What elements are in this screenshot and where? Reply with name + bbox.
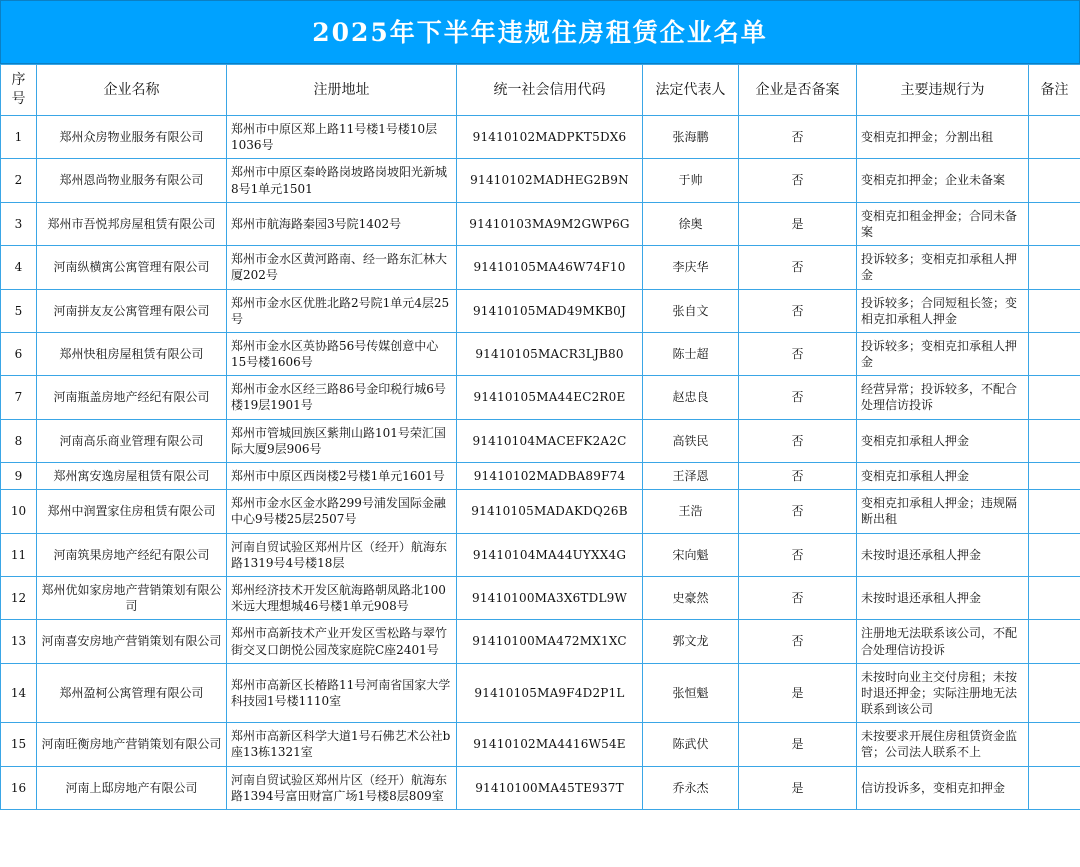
cell-address: 郑州市管城回族区紫荆山路101号荣汇国际大厦9层906号 xyxy=(227,419,457,462)
cell-violation: 信访投诉多，变相克扣押金 xyxy=(857,766,1029,809)
table-row xyxy=(1,533,1080,576)
cell-credit-code: 91410102MADHEG2B9N xyxy=(457,159,643,202)
table-row xyxy=(1,202,1080,245)
cell-filed: 否 xyxy=(739,490,857,533)
cell-filed: 否 xyxy=(739,463,857,490)
cell-representative: 张海鹏 xyxy=(643,116,739,159)
cell-violation: 投诉较多；变相克扣承租人押金 xyxy=(857,332,1029,375)
cell-note xyxy=(1029,376,1080,419)
cell-index: 1 xyxy=(1,116,37,159)
table-row xyxy=(1,490,1080,533)
cell-violation: 经营异常；投诉较多，不配合处理信访投诉 xyxy=(857,376,1029,419)
cell-note xyxy=(1029,663,1080,723)
cell-credit-code: 91410105MADAKDQ26B xyxy=(457,490,643,533)
cell-filed: 否 xyxy=(739,116,857,159)
cell-representative: 张恒魁 xyxy=(643,663,739,723)
cell-company-name: 郑州寓安逸房屋租赁有限公司 xyxy=(37,463,227,490)
cell-filed: 否 xyxy=(739,419,857,462)
cell-violation: 注册地无法联系该公司，不配合处理信访投诉 xyxy=(857,620,1029,663)
cell-index: 15 xyxy=(1,723,37,766)
cell-company-name: 郑州盈柯公寓管理有限公司 xyxy=(37,663,227,723)
cell-company-name: 郑州优如家房地产营销策划有限公司 xyxy=(37,576,227,619)
cell-representative: 张自文 xyxy=(643,289,739,332)
cell-index: 2 xyxy=(1,159,37,202)
cell-note xyxy=(1029,159,1080,202)
cell-note xyxy=(1029,766,1080,809)
cell-note xyxy=(1029,533,1080,576)
cell-address: 河南自贸试验区郑州片区（经开）航海东路1319号4号楼18层 xyxy=(227,533,457,576)
table-row xyxy=(1,723,1080,766)
cell-index: 16 xyxy=(1,766,37,809)
cell-filed: 是 xyxy=(739,723,857,766)
violation-company-table xyxy=(0,64,1080,810)
cell-filed: 否 xyxy=(739,246,857,289)
cell-filed: 否 xyxy=(739,159,857,202)
cell-address: 河南自贸试验区郑州片区（经开）航海东路1394号富田财富广场1号楼8层809室 xyxy=(227,766,457,809)
cell-company-name: 郑州众房物业服务有限公司 xyxy=(37,116,227,159)
cell-address: 郑州市高新区科学大道1号石佛艺术公社b座13栋1321室 xyxy=(227,723,457,766)
cell-note xyxy=(1029,463,1080,490)
column-header-credit-code: 统一社会信用代码 xyxy=(457,65,643,116)
cell-address: 郑州市高新技术产业开发区雪松路与翠竹街交叉口朗悦公园茂家庭院C座2401号 xyxy=(227,620,457,663)
cell-address: 郑州市金水区黄河路南、经一路东汇林大厦202号 xyxy=(227,246,457,289)
cell-violation: 变相克扣承租人押金；违规隔断出租 xyxy=(857,490,1029,533)
cell-violation: 变相克扣押金；分割出租 xyxy=(857,116,1029,159)
cell-company-name: 郑州中润置家住房租赁有限公司 xyxy=(37,490,227,533)
cell-index: 9 xyxy=(1,463,37,490)
column-header-violation: 主要违规行为 xyxy=(857,65,1029,116)
table-row xyxy=(1,246,1080,289)
cell-filed: 否 xyxy=(739,620,857,663)
cell-address: 郑州市高新区长椿路11号河南省国家大学科技园1号楼1110室 xyxy=(227,663,457,723)
cell-violation: 变相克扣承租人押金 xyxy=(857,463,1029,490)
cell-address: 郑州市中原区秦岭路岗坡路岗坡阳光新城8号1单元1501 xyxy=(227,159,457,202)
cell-filed: 是 xyxy=(739,663,857,723)
cell-filed: 否 xyxy=(739,576,857,619)
cell-index: 14 xyxy=(1,663,37,723)
cell-violation: 变相克扣承租人押金 xyxy=(857,419,1029,462)
cell-violation: 变相克扣押金；企业未备案 xyxy=(857,159,1029,202)
cell-company-name: 郑州恩尚物业服务有限公司 xyxy=(37,159,227,202)
cell-credit-code: 91410102MA4416W54E xyxy=(457,723,643,766)
cell-index: 5 xyxy=(1,289,37,332)
cell-filed: 是 xyxy=(739,766,857,809)
cell-violation: 投诉较多；变相克扣承租人押金 xyxy=(857,246,1029,289)
cell-credit-code: 91410105MA9F4D2P1L xyxy=(457,663,643,723)
cell-representative: 史豪然 xyxy=(643,576,739,619)
column-header-name: 企业名称 xyxy=(37,65,227,116)
cell-company-name: 河南纵横寓公寓管理有限公司 xyxy=(37,246,227,289)
cell-representative: 郭文龙 xyxy=(643,620,739,663)
cell-credit-code: 91410102MADBA89F74 xyxy=(457,463,643,490)
cell-note xyxy=(1029,202,1080,245)
cell-company-name: 郑州市吾悦邦房屋租赁有限公司 xyxy=(37,202,227,245)
cell-note xyxy=(1029,576,1080,619)
table-row xyxy=(1,463,1080,490)
cell-note xyxy=(1029,620,1080,663)
cell-representative: 徐奥 xyxy=(643,202,739,245)
table-row xyxy=(1,419,1080,462)
cell-violation: 变相克扣租金押金；合同未备案 xyxy=(857,202,1029,245)
cell-address: 郑州市金水区金水路299号浦发国际金融中心9号楼25层2507号 xyxy=(227,490,457,533)
cell-note xyxy=(1029,116,1080,159)
cell-representative: 王泽恩 xyxy=(643,463,739,490)
cell-representative: 李庆华 xyxy=(643,246,739,289)
cell-credit-code: 91410104MACEFK2A2C xyxy=(457,419,643,462)
cell-note xyxy=(1029,246,1080,289)
cell-credit-code: 91410105MA46W74F10 xyxy=(457,246,643,289)
table-row xyxy=(1,576,1080,619)
column-header-representative: 法定代表人 xyxy=(643,65,739,116)
cell-note xyxy=(1029,490,1080,533)
table-header-row xyxy=(1,65,1080,116)
cell-company-name: 河南高乐商业管理有限公司 xyxy=(37,419,227,462)
cell-representative: 陈武伏 xyxy=(643,723,739,766)
cell-note xyxy=(1029,332,1080,375)
cell-credit-code: 91410100MA45TE937T xyxy=(457,766,643,809)
page-title: 2025年下半年违规住房租赁企业名单 xyxy=(0,0,1080,64)
cell-company-name: 河南筑果房地产经纪有限公司 xyxy=(37,533,227,576)
cell-representative: 王浩 xyxy=(643,490,739,533)
cell-filed: 否 xyxy=(739,332,857,375)
cell-credit-code: 91410104MA44UYXX4G xyxy=(457,533,643,576)
cell-address: 郑州市金水区优胜北路2号院1单元4层25号 xyxy=(227,289,457,332)
cell-representative: 于帅 xyxy=(643,159,739,202)
cell-representative: 陈士超 xyxy=(643,332,739,375)
cell-index: 8 xyxy=(1,419,37,462)
cell-company-name: 河南喜安房地产营销策划有限公司 xyxy=(37,620,227,663)
cell-filed: 否 xyxy=(739,376,857,419)
cell-index: 4 xyxy=(1,246,37,289)
table-row xyxy=(1,159,1080,202)
cell-address: 郑州市金水区经三路86号金印税行城6号楼19层1901号 xyxy=(227,376,457,419)
cell-violation: 未按时退还承租人押金 xyxy=(857,576,1029,619)
column-header-note: 备注 xyxy=(1029,65,1080,116)
cell-representative: 赵忠良 xyxy=(643,376,739,419)
cell-credit-code: 91410105MA44EC2R0E xyxy=(457,376,643,419)
cell-address: 郑州经济技术开发区航海路朝凤路北100米远大理想城46号楼1单元908号 xyxy=(227,576,457,619)
column-header-address: 注册地址 xyxy=(227,65,457,116)
cell-company-name: 郑州快租房屋租赁有限公司 xyxy=(37,332,227,375)
cell-company-name: 河南瓶盖房地产经纪有限公司 xyxy=(37,376,227,419)
cell-company-name: 河南旺衡房地产营销策划有限公司 xyxy=(37,723,227,766)
cell-index: 7 xyxy=(1,376,37,419)
cell-address: 郑州市中原区西岗楼2号楼1单元1601号 xyxy=(227,463,457,490)
table-row xyxy=(1,376,1080,419)
cell-credit-code: 91410103MA9M2GWP6G xyxy=(457,202,643,245)
cell-violation: 投诉较多；合同短租长签；变相克扣承租人押金 xyxy=(857,289,1029,332)
cell-violation: 未按要求开展住房租赁资金监管；公司法人联系不上 xyxy=(857,723,1029,766)
cell-filed: 否 xyxy=(739,289,857,332)
table-row xyxy=(1,116,1080,159)
cell-violation: 未按时退还承租人押金 xyxy=(857,533,1029,576)
cell-credit-code: 91410105MACR3LJB80 xyxy=(457,332,643,375)
table-row xyxy=(1,289,1080,332)
cell-index: 3 xyxy=(1,202,37,245)
cell-credit-code: 91410102MADPKT5DX6 xyxy=(457,116,643,159)
cell-index: 11 xyxy=(1,533,37,576)
table-row xyxy=(1,766,1080,809)
cell-index: 12 xyxy=(1,576,37,619)
table-row xyxy=(1,332,1080,375)
cell-address: 郑州市中原区郑上路11号楼1号楼10层1036号 xyxy=(227,116,457,159)
cell-note xyxy=(1029,289,1080,332)
table-row xyxy=(1,620,1080,663)
cell-address: 郑州市金水区英协路56号传媒创意中心15号楼1606号 xyxy=(227,332,457,375)
cell-representative: 高铁民 xyxy=(643,419,739,462)
cell-filed: 否 xyxy=(739,533,857,576)
cell-credit-code: 91410100MA472MX1XC xyxy=(457,620,643,663)
cell-representative: 宋向魁 xyxy=(643,533,739,576)
column-header-filed: 企业是否备案 xyxy=(739,65,857,116)
cell-address: 郑州市航海路秦园3号院1402号 xyxy=(227,202,457,245)
cell-note xyxy=(1029,723,1080,766)
cell-index: 10 xyxy=(1,490,37,533)
cell-company-name: 河南上邸房地产有限公司 xyxy=(37,766,227,809)
cell-note xyxy=(1029,419,1080,462)
cell-credit-code: 91410100MA3X6TDL9W xyxy=(457,576,643,619)
cell-filed: 是 xyxy=(739,202,857,245)
cell-index: 6 xyxy=(1,332,37,375)
cell-violation: 未按时向业主交付房租；未按时退还押金；实际注册地无法联系到该公司 xyxy=(857,663,1029,723)
cell-representative: 乔永杰 xyxy=(643,766,739,809)
cell-index: 13 xyxy=(1,620,37,663)
column-header-index: 序号 xyxy=(1,65,37,116)
cell-company-name: 河南拼友友公寓管理有限公司 xyxy=(37,289,227,332)
table-row xyxy=(1,663,1080,723)
cell-credit-code: 91410105MAD49MKB0J xyxy=(457,289,643,332)
